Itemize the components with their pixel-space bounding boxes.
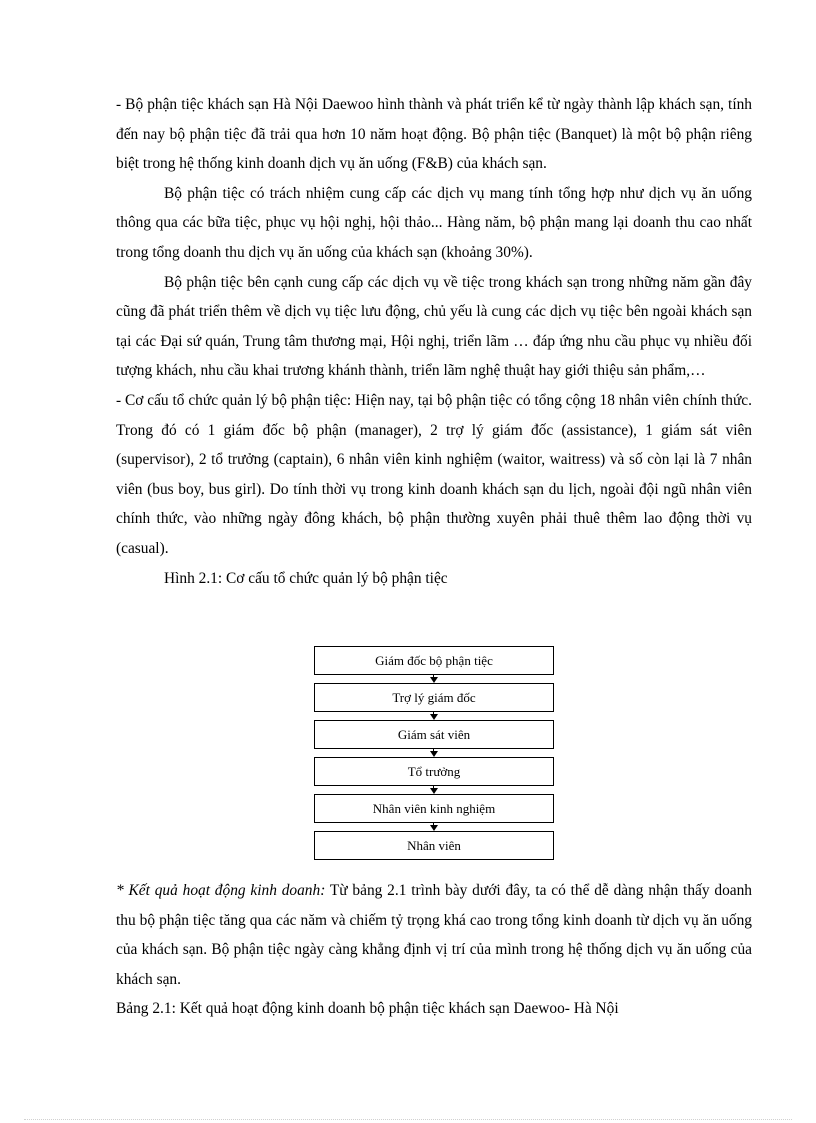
page-bottom-rule (24, 1119, 792, 1120)
org-box-experienced-staff: Nhân viên kinh nghiệm (314, 794, 554, 823)
org-chart (314, 646, 554, 860)
business-results-text: Từ bảng 2.1 trình bày dưới đây, ta có thể dễ dàng nhận thấy doanh thu bộ phận tiệc tăng qua các năm và chiếm tỷ trọng khá cao trong tổng kinh doanh từ dịch vụ ăn uống của khách sạn. Bộ phận tiệc ngày càng khẳng định vị trí của mình trong hệ thống dịch vụ ăn uống của khách sạn. (116, 882, 752, 988)
arrow-down-icon (314, 786, 554, 794)
paragraph-org-structure: - Cơ cấu tổ chức quản lý bộ phận tiệc: Hiện nay, tại bộ phận tiệc có tổng cộng 18 nhân viên chính thức. Trong đó có 1 giám đốc bộ phận (manager), 2 trợ lý giám đốc (assistance), 1 giám sát viên (supervisor), 2 tổ trưởng (captain), 6 nhân viên kinh nghiệm (waitor, waitress) và số còn lại là 7 nhân viên (bus boy, bus girl). Do tính thời vụ trong kinh doanh khách sạn du lịch, ngoài đội ngũ nhân viên chính thức, vào những ngày đông khách, bộ phận thường xuyên phải thuê thêm lao động thời vụ (casual). (116, 391, 752, 557)
arrow-down-icon (314, 675, 554, 683)
paragraph-mobile-catering: Bộ phận tiệc bên cạnh cung cấp các dịch vụ về tiệc trong khách sạn trong những năm gần đây cũng đã phát triển thêm về dịch vụ tiệc lưu động, chủ yếu là cung các dịch vụ tiệc bên ngoài khách sạn tại các Đại sứ quán, Trung tâm thương mại, Hội nghị, triển lãm … đáp ứng nhu cầu phục vụ nhiều đối tượng khách, nhu cầu khai trương khánh thành, triển lãm nghệ thuật hay giới thiệu sản phẩm,… (116, 273, 752, 380)
arrow-down-icon (314, 749, 554, 757)
arrow-down-icon (314, 823, 554, 831)
figure-caption: Hình 2.1: Cơ cấu tổ chức quản lý bộ phận tiệc (164, 569, 448, 587)
table-caption: Bảng 2.1: Kết quả hoạt động kinh doanh bộ phận tiệc khách sạn Daewoo- Hà Nội (116, 1000, 619, 1018)
org-box-manager: Giám đốc bộ phận tiệc (314, 646, 554, 675)
document-body-continued (116, 876, 752, 1024)
document-body (116, 90, 752, 593)
org-box-captain: Tổ trưởng (314, 757, 554, 786)
org-box-supervisor: Giám sát viên (314, 720, 554, 749)
paragraph-business-results (116, 876, 752, 994)
org-box-assistant-manager: Trợ lý giám đốc (314, 683, 554, 712)
paragraph-responsibilities: Bộ phận tiệc có trách nhiệm cung cấp các dịch vụ mang tính tổng hợp như dịch vụ ăn uống thông qua các bữa tiệc, phục vụ hội nghị, hội thảo... Hàng năm, bộ phận mang lại doanh thu cao nhất trong tổng doanh thu dịch vụ ăn uống của khách sạn (khoảng 30%). (116, 184, 752, 261)
paragraph-history: - Bộ phận tiệc khách sạn Hà Nội Daewoo hình thành và phát triển kể từ ngày thành lập khách sạn, tính đến nay bộ phận tiệc đã trải qua hơn 10 năm hoạt động. Bộ phận tiệc (Banquet) là một bộ phận riêng biệt trong hệ thống kinh doanh dịch vụ ăn uống (F&B) của khách sạn. (116, 96, 752, 173)
org-box-staff: Nhân viên (314, 831, 554, 860)
arrow-down-icon (314, 712, 554, 720)
business-results-lead: * Kết quả hoạt động kinh doanh: (116, 882, 326, 899)
